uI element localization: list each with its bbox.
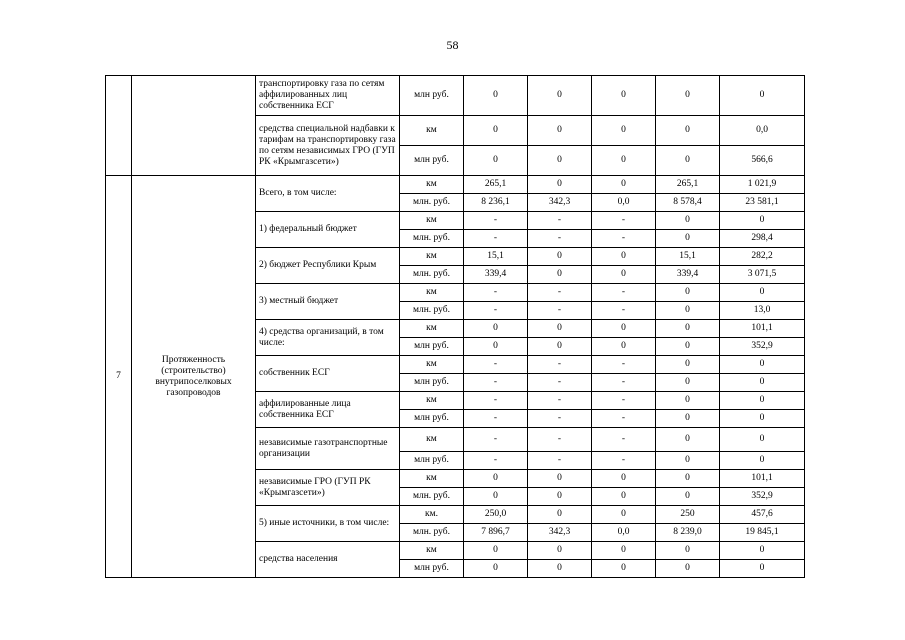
- value-cell: 0: [464, 320, 528, 338]
- unit-cell: млн руб.: [400, 338, 464, 356]
- unit-cell: млн руб.: [400, 374, 464, 392]
- value-cell: 0,0: [592, 524, 656, 542]
- value-cell: 0: [592, 116, 656, 146]
- value-cell: 0: [656, 560, 720, 578]
- value-cell: -: [464, 428, 528, 452]
- value-cell: 0: [464, 76, 528, 116]
- value-cell: 23 581,1: [720, 194, 805, 212]
- value-cell: -: [592, 356, 656, 374]
- value-cell: 0: [592, 338, 656, 356]
- value-cell: 250,0: [464, 506, 528, 524]
- value-cell: 0: [528, 248, 592, 266]
- row-label: независимые ГРО (ГУП РК «Крымгазсети»): [256, 470, 400, 506]
- value-cell: -: [528, 230, 592, 248]
- value-cell: 0: [720, 356, 805, 374]
- value-cell: 0: [656, 146, 720, 176]
- value-cell: 0: [656, 302, 720, 320]
- value-cell: 15,1: [464, 248, 528, 266]
- data-table: [105, 75, 805, 578]
- row-label: независимые газотранспортные организации: [256, 428, 400, 470]
- row-label: 1) федеральный бюджет: [256, 212, 400, 248]
- value-cell: 0: [720, 392, 805, 410]
- value-cell: 0: [592, 542, 656, 560]
- unit-cell: млн руб.: [400, 560, 464, 578]
- value-cell: 0: [592, 488, 656, 506]
- unit-cell: км: [400, 470, 464, 488]
- value-cell: 0: [656, 116, 720, 146]
- value-cell: 0: [656, 338, 720, 356]
- table-row: [106, 176, 805, 194]
- value-cell: 566,6: [720, 146, 805, 176]
- unit-cell: млн. руб.: [400, 524, 464, 542]
- row-label: 4) средства организаций, в том числе:: [256, 320, 400, 356]
- value-cell: 0: [656, 392, 720, 410]
- value-cell: 0: [592, 560, 656, 578]
- row-label: аффилированные лица собственника ЕСГ: [256, 392, 400, 428]
- value-cell: 0: [720, 284, 805, 302]
- unit-cell: млн руб.: [400, 410, 464, 428]
- value-cell: -: [592, 428, 656, 452]
- unit-cell: км: [400, 248, 464, 266]
- value-cell: 0: [528, 338, 592, 356]
- value-cell: -: [528, 356, 592, 374]
- value-cell: -: [464, 230, 528, 248]
- value-cell: 19 845,1: [720, 524, 805, 542]
- value-cell: 0: [656, 320, 720, 338]
- unit-cell: млн руб.: [400, 452, 464, 470]
- value-cell: 265,1: [656, 176, 720, 194]
- value-cell: 0: [656, 410, 720, 428]
- value-cell: 0: [592, 266, 656, 284]
- value-cell: -: [592, 212, 656, 230]
- value-cell: 101,1: [720, 470, 805, 488]
- table-row: [106, 76, 805, 116]
- value-cell: 0: [720, 76, 805, 116]
- value-cell: 0,0: [720, 116, 805, 146]
- value-cell: 0: [528, 488, 592, 506]
- value-cell: 0: [528, 506, 592, 524]
- value-cell: 342,3: [528, 194, 592, 212]
- value-cell: 0: [528, 116, 592, 146]
- value-cell: -: [592, 410, 656, 428]
- value-cell: 0: [656, 76, 720, 116]
- value-cell: 0: [528, 76, 592, 116]
- unit-cell: млн руб.: [400, 146, 464, 176]
- unit-cell: млн. руб.: [400, 266, 464, 284]
- value-cell: -: [464, 374, 528, 392]
- value-cell: 339,4: [656, 266, 720, 284]
- value-cell: 0: [528, 320, 592, 338]
- row-label: Всего, в том числе:: [256, 176, 400, 212]
- unit-cell: км.: [400, 506, 464, 524]
- value-cell: 0: [464, 542, 528, 560]
- value-cell: 265,1: [464, 176, 528, 194]
- value-cell: -: [528, 428, 592, 452]
- value-cell: 0: [720, 374, 805, 392]
- unit-cell: млн. руб.: [400, 194, 464, 212]
- value-cell: 0: [720, 410, 805, 428]
- value-cell: 0: [592, 320, 656, 338]
- value-cell: 0: [528, 146, 592, 176]
- value-cell: -: [592, 284, 656, 302]
- unit-cell: км: [400, 212, 464, 230]
- value-cell: 0: [656, 470, 720, 488]
- value-cell: 0: [528, 560, 592, 578]
- section-title: Протяженность (строительство) внутрипоселковых газопроводов: [132, 176, 256, 578]
- row-label: транспортировку газа по сетям аффилированных лиц собственника ЕСГ: [256, 76, 400, 116]
- value-cell: 0: [592, 76, 656, 116]
- unit-cell: км: [400, 116, 464, 146]
- value-cell: 101,1: [720, 320, 805, 338]
- unit-cell: млн. руб.: [400, 302, 464, 320]
- value-cell: 0: [464, 338, 528, 356]
- value-cell: 15,1: [656, 248, 720, 266]
- value-cell: 0: [464, 146, 528, 176]
- value-cell: 0: [656, 542, 720, 560]
- value-cell: 298,4: [720, 230, 805, 248]
- value-cell: 0: [464, 488, 528, 506]
- index-cell: [106, 76, 132, 176]
- unit-cell: млн. руб.: [400, 488, 464, 506]
- value-cell: 0: [656, 452, 720, 470]
- row-label: собственник ЕСГ: [256, 356, 400, 392]
- value-cell: 0: [656, 488, 720, 506]
- value-cell: 0: [592, 248, 656, 266]
- unit-cell: км: [400, 176, 464, 194]
- value-cell: 282,2: [720, 248, 805, 266]
- value-cell: 0: [656, 230, 720, 248]
- value-cell: 8 578,4: [656, 194, 720, 212]
- value-cell: 0: [720, 560, 805, 578]
- value-cell: 0: [656, 374, 720, 392]
- value-cell: -: [528, 284, 592, 302]
- value-cell: 0: [720, 428, 805, 452]
- value-cell: 0: [528, 542, 592, 560]
- value-cell: -: [528, 452, 592, 470]
- unit-cell: км: [400, 356, 464, 374]
- value-cell: 3 071,5: [720, 266, 805, 284]
- title-cell: [132, 76, 256, 176]
- unit-cell: км: [400, 542, 464, 560]
- unit-cell: км: [400, 284, 464, 302]
- value-cell: 342,3: [528, 524, 592, 542]
- value-cell: -: [464, 410, 528, 428]
- value-cell: -: [592, 452, 656, 470]
- value-cell: 7 896,7: [464, 524, 528, 542]
- row-label: средства специальной надбавки к тарифам на транспортировку газа по сетям независимых ГРО (ГУП РК «Крымгазсети»): [256, 116, 400, 176]
- value-cell: 352,9: [720, 488, 805, 506]
- row-label: 5) иные источники, в том числе:: [256, 506, 400, 542]
- value-cell: -: [592, 374, 656, 392]
- value-cell: -: [528, 212, 592, 230]
- value-cell: 457,6: [720, 506, 805, 524]
- unit-cell: км: [400, 392, 464, 410]
- value-cell: 0: [592, 506, 656, 524]
- value-cell: 250: [656, 506, 720, 524]
- section-number: 7: [106, 176, 132, 578]
- value-cell: 8 236,1: [464, 194, 528, 212]
- value-cell: -: [528, 302, 592, 320]
- value-cell: -: [464, 284, 528, 302]
- value-cell: -: [464, 392, 528, 410]
- value-cell: 0: [656, 428, 720, 452]
- value-cell: -: [592, 302, 656, 320]
- row-label: 2) бюджет Республики Крым: [256, 248, 400, 284]
- page-number: 58: [446, 38, 459, 52]
- value-cell: -: [528, 392, 592, 410]
- value-cell: -: [464, 302, 528, 320]
- value-cell: 0: [592, 470, 656, 488]
- value-cell: -: [592, 230, 656, 248]
- value-cell: 8 239,0: [656, 524, 720, 542]
- value-cell: -: [592, 392, 656, 410]
- value-cell: 0: [464, 116, 528, 146]
- row-label: средства населения: [256, 542, 400, 578]
- value-cell: 0: [720, 542, 805, 560]
- value-cell: 0: [528, 176, 592, 194]
- value-cell: -: [464, 212, 528, 230]
- value-cell: 0: [656, 212, 720, 230]
- value-cell: 0: [528, 266, 592, 284]
- value-cell: 0: [656, 284, 720, 302]
- value-cell: 0: [720, 452, 805, 470]
- value-cell: 0: [720, 212, 805, 230]
- unit-cell: млн руб.: [400, 76, 464, 116]
- unit-cell: км: [400, 320, 464, 338]
- value-cell: 0: [656, 356, 720, 374]
- value-cell: 339,4: [464, 266, 528, 284]
- value-cell: 0: [464, 470, 528, 488]
- value-cell: 352,9: [720, 338, 805, 356]
- unit-cell: млн. руб.: [400, 230, 464, 248]
- value-cell: 0: [592, 176, 656, 194]
- value-cell: -: [464, 452, 528, 470]
- value-cell: -: [464, 356, 528, 374]
- value-cell: 13,0: [720, 302, 805, 320]
- unit-cell: км: [400, 428, 464, 452]
- row-label: 3) местный бюджет: [256, 284, 400, 320]
- value-cell: 0: [464, 560, 528, 578]
- value-cell: 0: [592, 146, 656, 176]
- value-cell: 1 021,9: [720, 176, 805, 194]
- value-cell: -: [528, 374, 592, 392]
- value-cell: 0: [528, 470, 592, 488]
- value-cell: 0,0: [592, 194, 656, 212]
- value-cell: -: [528, 410, 592, 428]
